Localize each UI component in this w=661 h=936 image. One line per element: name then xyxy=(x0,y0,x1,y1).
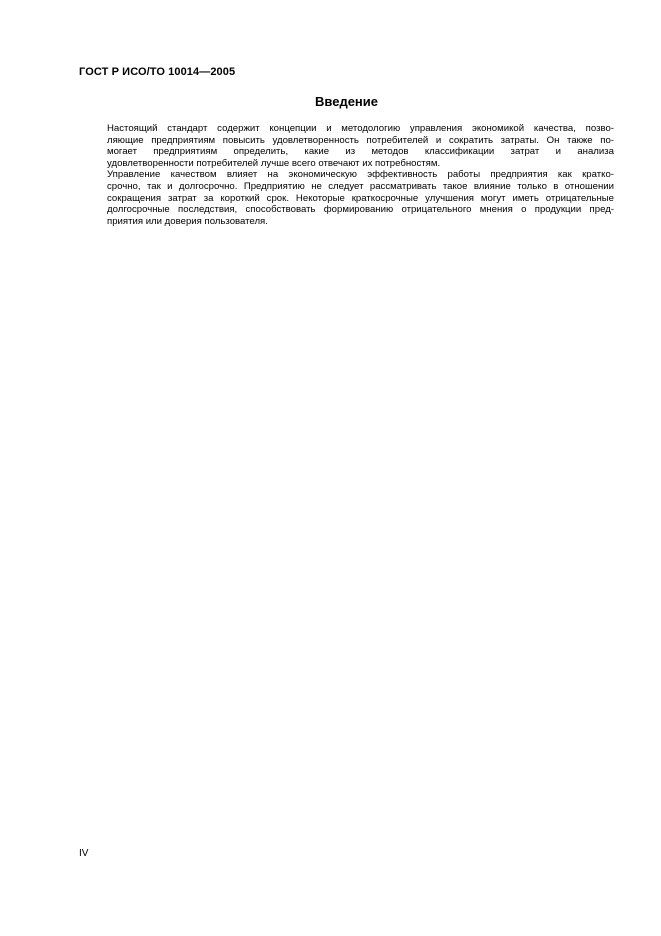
paragraph-2-line-2: срочно, так и долгосрочно. Предприятию не следует рассматривать такое влияние только в отношении xyxy=(107,180,614,192)
standard-code-header: ГОСТ Р ИСО/ТО 10014—2005 xyxy=(79,66,236,78)
paragraph-2-line-4: долгосрочные последствия, способствовать формированию отрицательного мнения о продукции пред- xyxy=(107,204,614,216)
paragraph-1-line-2: ляющие предприятиям повысить удовлетворенность потребителей и сократить затраты. Он также по- xyxy=(107,134,614,146)
paragraph-1 xyxy=(79,123,614,169)
paragraph-2 xyxy=(79,169,614,227)
paragraph-2-line-3: сокращения затрат за короткий срок. Некоторые краткосрочные улучшения могут иметь отрицательные xyxy=(107,192,614,204)
paragraph-2-line-1: Управление качеством влияет на экономическую эффективность работы предприятия как кратко- xyxy=(107,169,614,181)
introduction-body xyxy=(79,123,614,227)
section-title: Введение xyxy=(315,94,378,109)
paragraph-1-line-3: могает предприятиям определить, какие из методов классификации затрат и анализа xyxy=(107,146,614,158)
paragraph-1-line-1: Настоящий стандарт содержит концепции и методологию управления экономикой качества, позво- xyxy=(107,123,614,134)
paragraph-2-line-5: приятия или доверия пользователя. xyxy=(107,215,268,227)
page-number: IV xyxy=(79,848,89,859)
paragraph-1-line-4: удовлетворенности потребителей лучше всего отвечают их потребностям. xyxy=(107,157,441,169)
